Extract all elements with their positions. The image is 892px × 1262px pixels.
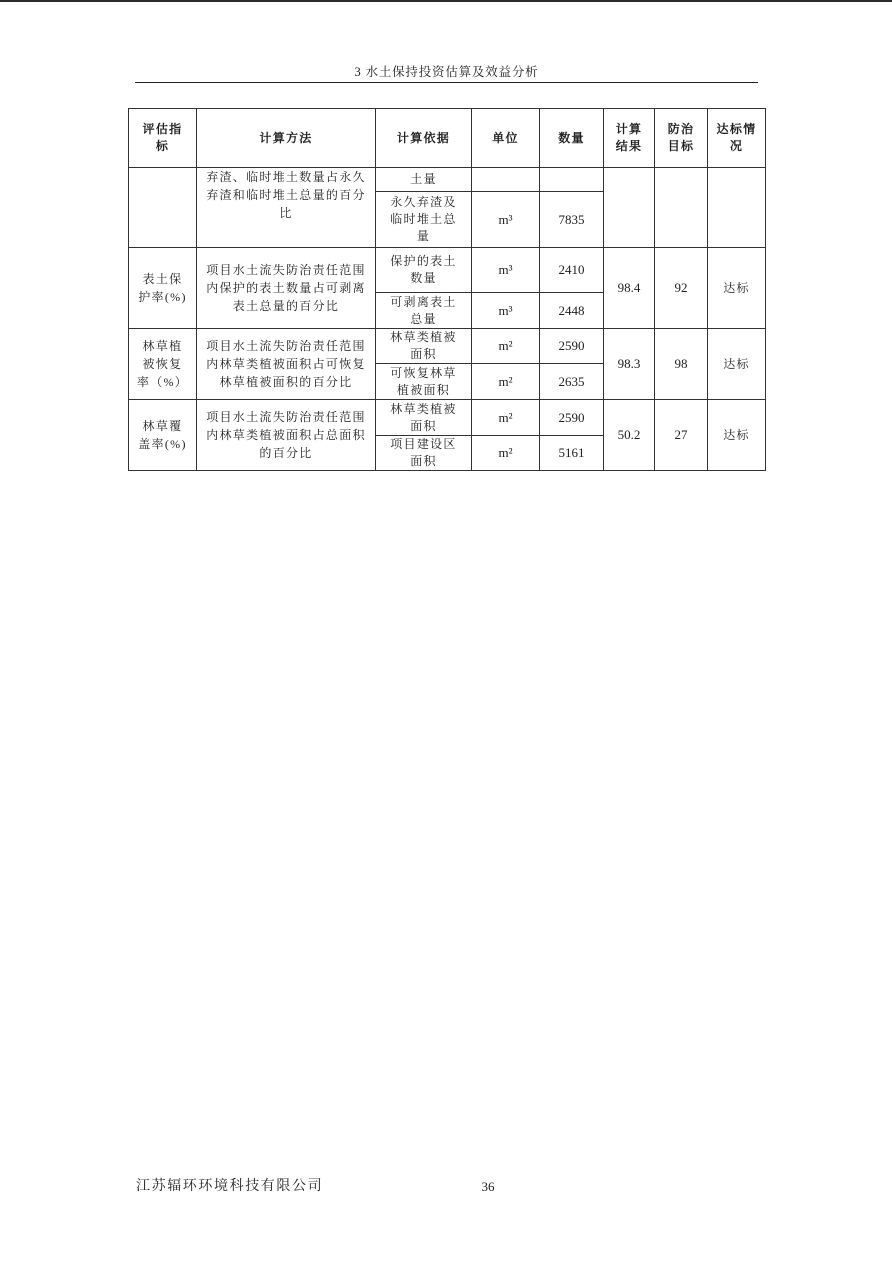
quantity-cell: 5161 bbox=[540, 436, 604, 471]
basis-line: 量 bbox=[416, 229, 431, 243]
quantity-cell: 2590 bbox=[540, 329, 604, 364]
basis-line: 林草类植被 bbox=[390, 401, 457, 416]
method-line: 项目水土流失防治责任范围 bbox=[206, 339, 366, 353]
basis-line: 植被面积 bbox=[396, 382, 451, 397]
header-text: 计算方法 bbox=[259, 130, 313, 145]
method-cell bbox=[197, 329, 376, 400]
basis-line: 数量 bbox=[410, 271, 437, 285]
header-text: 标 bbox=[155, 139, 170, 153]
page-number: 36 bbox=[481, 1179, 495, 1194]
indicator-cell bbox=[129, 168, 197, 248]
method-cell bbox=[197, 400, 376, 471]
quantity-cell: 2410 bbox=[540, 248, 604, 293]
basis-line: 土量 bbox=[410, 172, 437, 186]
basis-line: 可恢复林草 bbox=[390, 365, 457, 380]
status-cell: 达标 bbox=[708, 329, 766, 400]
target-cell: 92 bbox=[655, 248, 708, 329]
quantity-cell: 2590 bbox=[540, 400, 604, 436]
indicator-cell bbox=[129, 329, 197, 400]
result-cell bbox=[604, 168, 655, 248]
table-row bbox=[129, 400, 766, 436]
basis-line: 林草类植被 bbox=[390, 330, 457, 344]
indicator-cell bbox=[129, 248, 197, 329]
unit-cell: m³ bbox=[472, 293, 540, 329]
method-line: 林草植被面积的百分比 bbox=[219, 375, 353, 389]
basis-line: 面积 bbox=[410, 347, 437, 361]
result-cell: 98.3 bbox=[604, 329, 655, 400]
unit-cell bbox=[472, 168, 540, 192]
status-cell: 达标 bbox=[708, 400, 766, 471]
basis-line: 临时堆土总 bbox=[390, 212, 457, 226]
status-cell bbox=[708, 168, 766, 248]
method-line: 项目水土流失防治责任范围 bbox=[206, 263, 366, 277]
quantity-cell: 2635 bbox=[540, 364, 604, 400]
header-basis bbox=[376, 109, 472, 168]
method-cell bbox=[197, 168, 376, 248]
header-text: 计算 bbox=[615, 122, 643, 136]
header-text: 单位 bbox=[492, 130, 519, 145]
running-header: 3 水土保持投资估算及效益分析 bbox=[135, 62, 758, 83]
method-line: 内林草类植被面积占可恢复 bbox=[206, 357, 366, 371]
method-line: 比 bbox=[279, 206, 293, 220]
quantity-cell: 7835 bbox=[540, 192, 604, 248]
method-line: 项目水土流失防治责任范围 bbox=[206, 410, 366, 424]
target-cell bbox=[655, 168, 708, 248]
method-line: 内保护的表土数量占可剥离 bbox=[206, 281, 366, 295]
header-text: 计算依据 bbox=[396, 130, 451, 145]
basis-cell bbox=[376, 192, 472, 248]
basis-cell bbox=[376, 400, 472, 436]
table-row bbox=[129, 329, 766, 364]
footer-company: 江苏辐环环境科技有限公司 bbox=[136, 1179, 324, 1194]
quantity-cell bbox=[540, 168, 604, 192]
basis-cell bbox=[376, 436, 472, 471]
basis-line: 保护的表土 bbox=[390, 254, 457, 268]
target-cell: 27 bbox=[655, 400, 708, 471]
result-cell: 98.4 bbox=[604, 248, 655, 329]
method-line: 弃渣和临时堆土总量的百分 bbox=[206, 188, 366, 202]
header-target bbox=[655, 109, 708, 168]
indicator-table bbox=[128, 108, 766, 471]
header-unit bbox=[472, 109, 540, 168]
basis-cell bbox=[376, 293, 472, 329]
method-line: 弃渣、临时堆土数量占永久 bbox=[206, 170, 366, 184]
basis-cell bbox=[376, 364, 472, 400]
target-cell: 98 bbox=[655, 329, 708, 400]
unit-cell: m² bbox=[472, 436, 540, 471]
basis-line: 总量 bbox=[410, 311, 437, 326]
header-text: 况 bbox=[729, 139, 744, 153]
header-method bbox=[197, 109, 376, 168]
result-cell: 50.2 bbox=[604, 400, 655, 471]
unit-cell: m³ bbox=[472, 248, 540, 293]
header-text: 结果 bbox=[615, 139, 643, 153]
header-text: 目标 bbox=[667, 139, 695, 153]
method-cell bbox=[197, 248, 376, 329]
method-line: 表土总量的百分比 bbox=[232, 299, 340, 313]
unit-cell: m² bbox=[472, 364, 540, 400]
indicator-line: 护率(%) bbox=[138, 290, 187, 304]
basis-cell bbox=[376, 329, 472, 364]
indicator-line: 林草植 bbox=[142, 339, 183, 353]
header-text: 防治 bbox=[667, 122, 695, 136]
method-line: 的百分比 bbox=[259, 446, 313, 460]
indicator-line: 林草覆 bbox=[142, 419, 183, 433]
page-top-rule bbox=[0, 0, 892, 2]
header-text: 数量 bbox=[558, 130, 585, 145]
basis-line: 面积 bbox=[410, 454, 437, 468]
indicator-line: 率（%） bbox=[136, 375, 189, 389]
table-row bbox=[129, 248, 766, 293]
basis-line: 永久弃渣及 bbox=[390, 195, 457, 209]
method-line: 内林草类植被面积占总面积 bbox=[206, 428, 366, 442]
header-text: 评估指 bbox=[142, 122, 183, 136]
table-header-row bbox=[129, 109, 766, 168]
basis-line: 项目建设区 bbox=[390, 437, 457, 451]
header-result bbox=[604, 109, 655, 168]
table-row bbox=[129, 168, 766, 192]
header-indicator bbox=[129, 109, 197, 168]
quantity-cell: 2448 bbox=[540, 293, 604, 329]
unit-cell: m³ bbox=[472, 192, 540, 248]
header-status bbox=[708, 109, 766, 168]
unit-cell: m² bbox=[472, 400, 540, 436]
basis-line: 可剥离表土 bbox=[390, 294, 457, 309]
indicator-cell bbox=[129, 400, 197, 471]
indicator-line: 表土保 bbox=[142, 272, 183, 286]
status-cell: 达标 bbox=[708, 248, 766, 329]
indicator-line: 被恢复 bbox=[142, 357, 183, 371]
basis-line: 面积 bbox=[410, 418, 437, 433]
indicator-line: 盖率(%) bbox=[138, 437, 187, 451]
basis-cell bbox=[376, 168, 472, 192]
header-quantity bbox=[540, 109, 604, 168]
header-text: 达标情 bbox=[716, 122, 757, 136]
basis-cell bbox=[376, 248, 472, 293]
unit-cell: m² bbox=[472, 329, 540, 364]
